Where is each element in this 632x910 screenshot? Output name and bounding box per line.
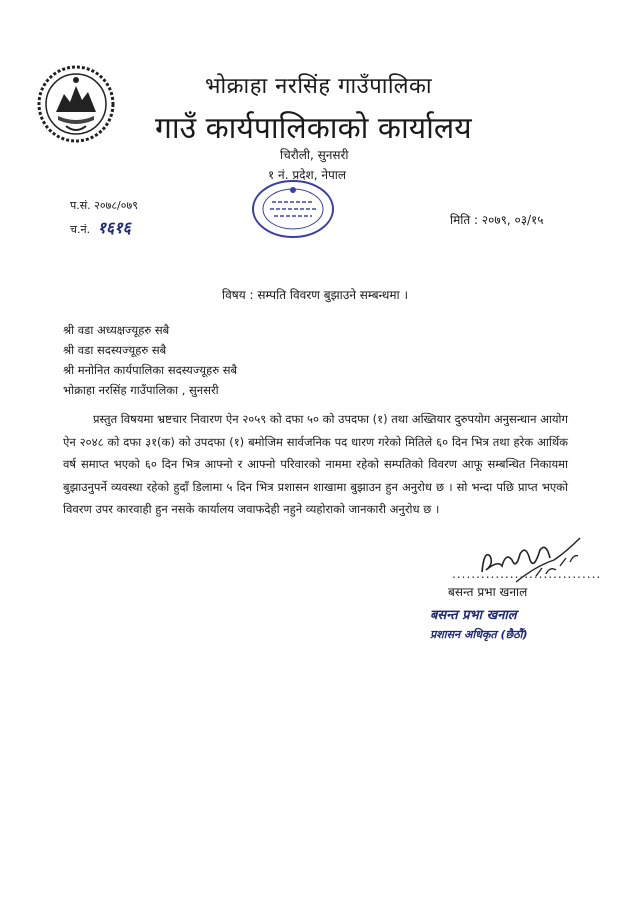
recipient-list xyxy=(63,320,237,400)
signatory-stamp-name: बसन्त प्रभा खनाल xyxy=(430,608,517,623)
chn-value: १६१६ xyxy=(97,218,131,237)
reference-chn xyxy=(70,216,131,238)
nepal-emblem-icon xyxy=(36,64,116,144)
recipient-item: श्री मनोनित कार्यपालिका सदस्यज्यूहरु सबै xyxy=(63,363,238,377)
letter-body xyxy=(63,408,568,521)
letter-date: मिति : २०७९, ०३/१५ xyxy=(450,213,544,227)
chn-label: च.नं. xyxy=(70,223,91,236)
address-line-1: चिरौली, सुनसरी xyxy=(280,148,349,162)
signatory-name: बसन्त प्रभा खनाल xyxy=(448,585,528,599)
office-name: गाउँ कार्यपालिकाको कार्यालय xyxy=(155,111,472,146)
body-paragraph: प्रस्तुत विषयमा भ्रष्टचार निवारण ऐन २०५९ को दफा ५० को उपदफा (१) तथा अख्तियार दुरुपयोग अनुसन्धान आयोग ऐन २०४८ को दफा ३१(क) को उपदफा (१) बमोजिम सार्वजनिक पद धारण गरेको मितिले ६० दिन भित्र तथा हरेक आर्थिक वर्ष समाप्त भएको ६० दिन भित्र आफ्नो र आफ्नो परिवारको नाममा रहेको सम्पतिको विवरण आफू सम्बन्धित निकायमा बुझाउनुपर्ने व्यवस्था रहेको हुदाँ डिलामा ५ दिन भित्र प्रशासन शाखामा बुझाउन हुन अनुरोध छ । सो भन्दा पछि प्राप्त भएको विवरण उपर कारवाही हुन नसके कार्यालय जवाफदेही नहुने व्यहोराको जानकारी अनुरोध छ । xyxy=(63,412,568,516)
recipient-item: श्री वडा सदस्यज्यूहरु सबै xyxy=(63,343,167,357)
subject-line: विषय : सम्पति विवरण बुझाउने सम्बन्धमा । xyxy=(222,288,409,302)
signature-line: ............................... xyxy=(452,567,602,581)
municipality-name: भोक्राहा नरसिंह गाउँपालिका xyxy=(205,74,433,99)
address-line-2: १ नं. प्रदेश, नेपाल xyxy=(268,168,347,182)
office-seal-stamp xyxy=(250,178,336,240)
recipient-item: भोक्राहा नरसिंह गाउँपालिका , सुनसरी xyxy=(63,383,219,397)
signatory-stamp-title: प्रशासन अधिकृत (छैठौं) xyxy=(430,628,528,641)
reference-ps: प.सं. २०७८/०७९ xyxy=(70,199,138,212)
recipient-item: श्री वडा अध्यक्षज्यूहरु सबै xyxy=(63,323,170,337)
